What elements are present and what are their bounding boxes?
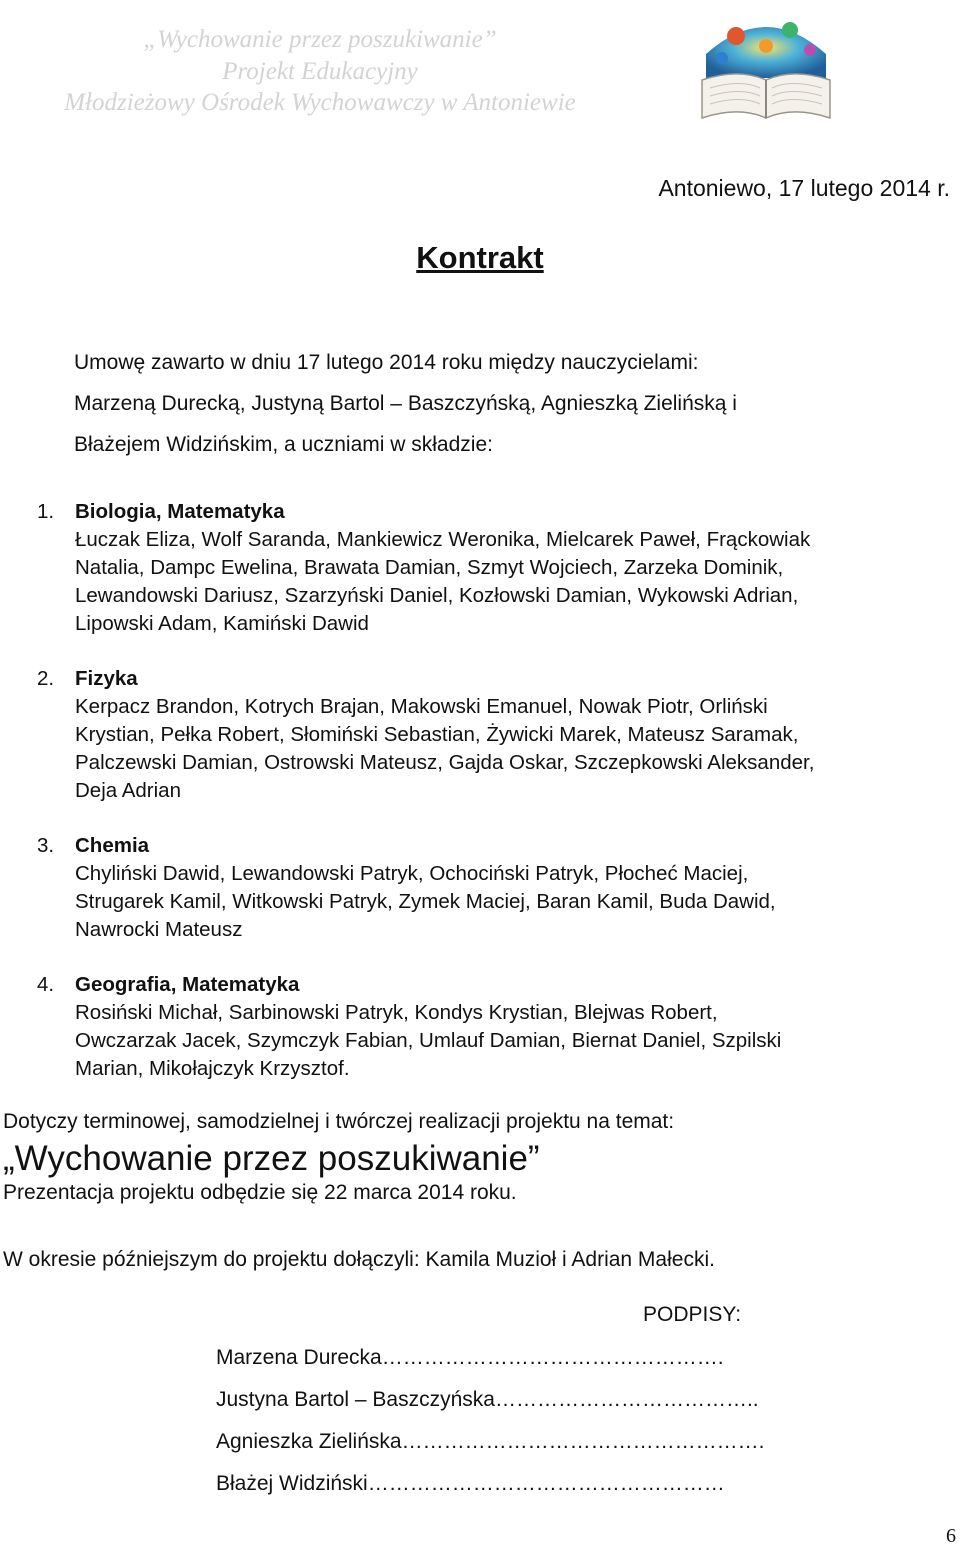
- names-line: Deja Adrian: [75, 779, 181, 802]
- header-institution: Młodzieżowy Ośrodek Wychowawczy w Antoniewie: [64, 89, 576, 116]
- names-line: Lipowski Adam, Kamiński Dawid: [75, 612, 369, 635]
- names-line: Marian, Mikołajczyk Krzysztof.: [75, 1057, 350, 1080]
- student-group-3: [37, 832, 952, 944]
- document-title: Kontrakt: [416, 240, 544, 275]
- student-group-1: [37, 498, 952, 638]
- signatures-heading: PODPISY:: [643, 1303, 742, 1326]
- group-subject: Geografia, Matematyka: [75, 973, 300, 996]
- names-line: Łuczak Eliza, Wolf Saranda, Mankiewicz Weronika, Mielcarek Paweł, Frąckowiak: [75, 528, 811, 551]
- names-line: Natalia, Dampc Ewelina, Brawata Damian, Szmyt Wojciech, Zarzeka Dominik,: [75, 556, 784, 579]
- intro-paragraph: [74, 342, 934, 465]
- names-line: Palczewski Damian, Ostrowski Mateusz, Gajda Oskar, Szczepkowski Aleksander,: [75, 751, 815, 774]
- header-project-title: „Wychowanie przez poszukiwanie”: [143, 26, 497, 53]
- group-student-names: [75, 526, 952, 638]
- signature-line: Justyna Bartol – Baszczyńska………………………………..: [216, 1388, 759, 1411]
- document-date: Antoniewo, 17 lutego 2014 r.: [658, 175, 950, 201]
- intro-line: Marzeną Durecką, Justyną Bartol – Baszczyńską, Agnieszką Zielińską i: [74, 392, 737, 415]
- intro-line: Umowę zawarto w dniu 17 lutego 2014 roku między nauczycielami:: [74, 351, 699, 374]
- group-student-names: [75, 693, 952, 805]
- group-subject: Biologia, Matematyka: [75, 500, 285, 523]
- group-subject: Chemia: [75, 834, 150, 857]
- names-line: Rosiński Michał, Sarbinowski Patryk, Kondys Krystian, Blejwas Robert,: [75, 1001, 718, 1024]
- intro-line: Błażejem Widzińskim, a uczniami w składzie:: [74, 433, 493, 456]
- open-book-logo-icon: [692, 6, 840, 124]
- project-purpose-text: Dotyczy terminowej, samodzielnej i twórczej realizacji projektu na temat:: [3, 1110, 675, 1133]
- signature-line: Marzena Durecka………………………………………….: [216, 1346, 724, 1369]
- header-project-type: Projekt Edukacyjny: [222, 58, 418, 85]
- names-line: Nawrocki Mateusz: [75, 918, 243, 941]
- signature-line: Agnieszka Zielińska…………………………………………….: [216, 1430, 765, 1453]
- page-number: 6: [946, 1525, 956, 1547]
- names-line: Owczarzak Jacek, Szymczyk Fabian, Umlauf Damian, Biernat Daniel, Szpilski: [75, 1029, 782, 1052]
- later-joined-text: W okresie późniejszym do projektu dołączyli: Kamila Muzioł i Adrian Małecki.: [3, 1248, 715, 1271]
- student-group-2: [37, 665, 952, 805]
- group-number: 2.: [37, 667, 55, 690]
- signature-line: Błażej Widziński……………………………………………: [216, 1472, 725, 1495]
- names-line: Kerpacz Brandon, Kotrych Brajan, Makowski Emanuel, Nowak Piotr, Orliński: [75, 695, 768, 718]
- group-student-names: [75, 999, 952, 1083]
- names-line: Krystian, Pełka Robert, Słomiński Sebastian, Żywicki Marek, Mateusz Saramak,: [75, 723, 799, 746]
- names-line: Strugarek Kamil, Witkowski Patryk, Zymek Maciej, Baran Kamil, Buda Dawid,: [75, 890, 776, 913]
- project-topic: „Wychowanie przez poszukiwanie”: [3, 1139, 540, 1178]
- group-subject: Fizyka: [75, 667, 138, 690]
- group-number: 3.: [37, 834, 55, 857]
- group-number: 4.: [37, 973, 55, 996]
- student-group-4: [37, 971, 952, 1083]
- group-number: 1.: [37, 500, 55, 523]
- group-student-names: [75, 860, 952, 944]
- names-line: Chyliński Dawid, Lewandowski Patryk, Ochociński Patryk, Płocheć Maciej,: [75, 862, 749, 885]
- presentation-date-text: Prezentacja projektu odbędzie się 22 marca 2014 roku.: [3, 1181, 517, 1204]
- names-line: Lewandowski Dariusz, Szarzyński Daniel, Kozłowski Damian, Wykowski Adrian,: [75, 584, 799, 607]
